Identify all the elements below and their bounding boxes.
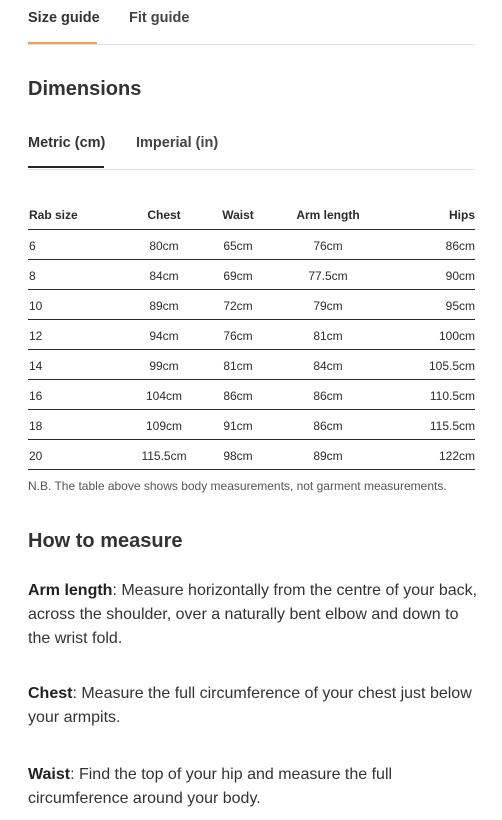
table-cell: 20 <box>29 449 43 463</box>
instruction-text: : Measure the full circumference of your chest just below your armpits. <box>28 685 472 726</box>
table-cell: 90cm <box>445 269 475 283</box>
tab-metric[interactable]: Metric (cm) <box>28 135 106 151</box>
table-cell: 100cm <box>438 329 475 343</box>
instruction-chest <box>28 682 478 730</box>
table-cell: 86cm <box>445 239 475 253</box>
instruction-term: Chest <box>28 685 73 702</box>
table-cell: 12 <box>29 329 43 343</box>
table-row: 16 104cm 86cm 86cm 110.5cm <box>28 380 475 410</box>
table-row: 14 99cm 81cm 84cm 105.5cm <box>28 350 475 380</box>
how-to-measure-heading: How to measure <box>28 530 183 552</box>
tab-imperial[interactable]: Imperial (in) <box>136 135 219 151</box>
table-row: 12 94cm 76cm 81cm 100cm <box>28 320 475 350</box>
table-row: 10 89cm 72cm 79cm 95cm <box>28 290 475 320</box>
table-row: 18 109cm 91cm 86cm 115.5cm <box>28 410 475 440</box>
table-row: 8 84cm 69cm 77.5cm 90cm <box>28 260 475 290</box>
table-cell: 16 <box>29 389 43 403</box>
instruction-arm-length <box>28 579 478 651</box>
instruction-text: : Measure horizontally from the centre of your back, across the shoulder, over a naturally bent elbow and down to the wrist fold. <box>28 582 478 647</box>
tab-fit-guide[interactable]: Fit guide <box>129 10 190 26</box>
tab-size-guide[interactable]: Size guide <box>28 10 100 26</box>
instruction-text: : Find the top of your hip and measure the full circumference around your body. <box>28 766 393 807</box>
table-cell: 115.5cm <box>429 419 475 433</box>
column-header: Hips <box>448 208 475 222</box>
table-row: 6 80cm 65cm 76cm 86cm <box>28 230 475 260</box>
dimensions-heading: Dimensions <box>28 78 142 100</box>
unit-tabs <box>28 128 475 170</box>
table-row: 20 115.5cm 98cm 89cm 122cm <box>28 440 475 470</box>
table-cell: 14 <box>29 359 43 373</box>
table-cell: 122cm <box>438 449 475 463</box>
table-cell: 10 <box>29 299 43 313</box>
guide-tabs <box>28 0 475 45</box>
instruction-term: Waist <box>28 766 71 783</box>
instruction-term: Arm length <box>28 582 113 599</box>
table-cell: 6 <box>29 239 36 253</box>
size-table <box>28 201 475 470</box>
table-cell: 105.5cm <box>428 359 475 373</box>
column-header: Rab size <box>29 208 78 222</box>
instruction-waist <box>28 763 478 811</box>
measurement-note: N.B. The table above shows body measurements, not garment measurements. <box>28 479 447 493</box>
table-cell: 110.5cm <box>429 389 475 403</box>
table-header-row: Rab size Chest Waist Arm length Hips <box>28 201 475 230</box>
table-cell: 18 <box>29 419 43 433</box>
table-cell: 95cm <box>445 299 475 313</box>
table-cell: 8 <box>29 269 36 283</box>
